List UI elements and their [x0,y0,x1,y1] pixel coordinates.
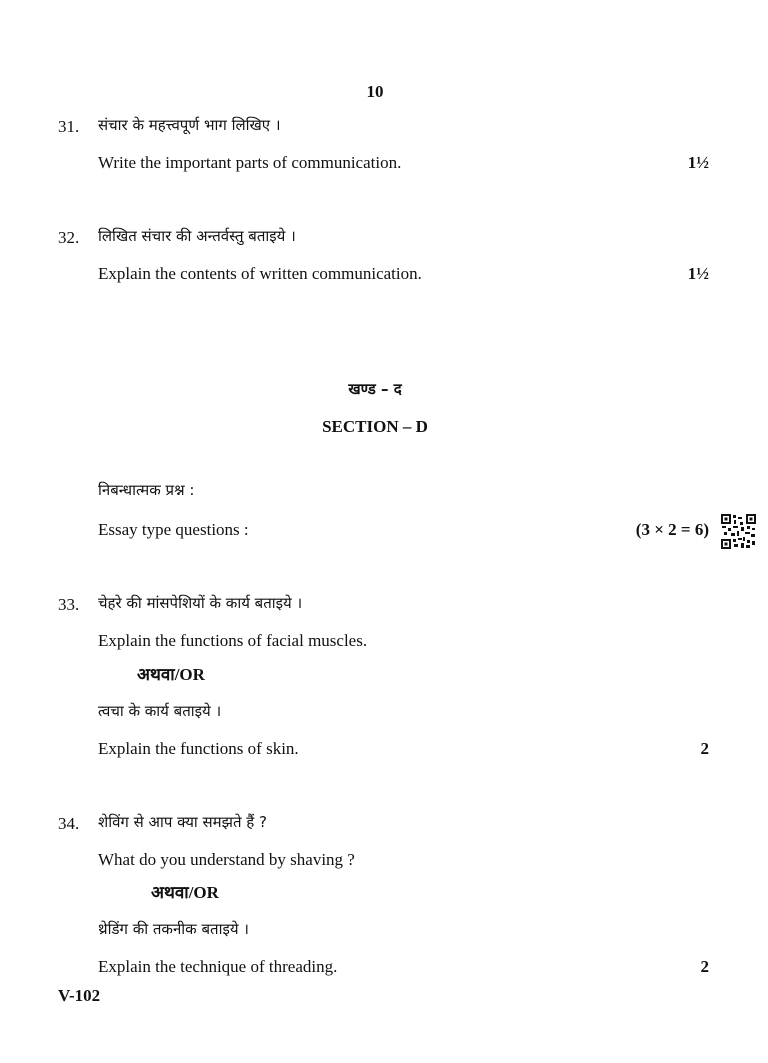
question-marks: 2 [700,957,709,976]
section-instruction-hindi: निबन्धात्मक प्रश्न : [98,481,195,499]
section-title-english: SECTION – D [322,417,428,436]
page-number: 10 [366,82,384,101]
question-marks: 1½ [687,153,709,172]
or-label: अथवा/OR [151,883,219,902]
alternative-question-english: Explain the functions of skin. [98,739,299,758]
question-english: Explain the functions of facial muscles. [98,631,368,650]
question-english: Explain the contents of written communication. [98,264,422,283]
section-marks-scheme: (3 × 2 = 6) [635,520,709,539]
alternative-question-english: Explain the technique of threading. [98,957,338,976]
section-title-hindi: खण्ड – द [348,380,402,398]
question-hindi: शेविंग से आप क्या समझते हैं ? [98,813,268,831]
qr-code-icon [721,514,756,549]
section-instruction-english: Essay type questions : [98,520,249,539]
question-marks: 2 [700,739,709,758]
question-marks: 1½ [687,264,709,283]
question-number: 31. [58,117,80,136]
question-english: What do you understand by shaving ? [98,850,355,869]
paper-code: V-102 [58,986,101,1005]
alternative-question-hindi: थ्रेडिंग की तकनीक बताइये । [98,920,249,938]
alternative-question-hindi: त्वचा के कार्य बताइये । [98,702,222,720]
question-number: 33. [58,595,80,614]
question-english: Write the important parts of communication. [98,153,402,172]
question-hindi: चेहरे की मांसपेशियों के कार्य बताइये । [98,594,303,612]
question-number: 32. [58,228,80,247]
question-hindi: संचार के महत्त्वपूर्ण भाग लिखिए । [98,116,281,134]
question-hindi: लिखित संचार की अन्तर्वस्तु बताइये । [98,227,296,245]
question-number: 34. [58,814,80,833]
or-label: अथवा/OR [137,665,205,684]
